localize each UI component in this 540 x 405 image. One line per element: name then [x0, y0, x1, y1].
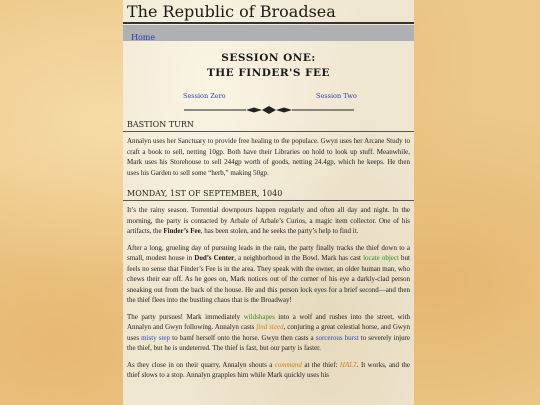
spell-sorcerous-burst: sorcerous burst [315, 333, 359, 342]
ornament-icon [184, 106, 354, 114]
text-span: . It works, and the thief slows to a stop. Annalyn grapples him while Mark quickly uses his [127, 360, 410, 379]
text-span: , has been stolen, and he seeks the party’s help to find it. [200, 227, 359, 235]
site-title: The Republic of Broadsea [123, 0, 414, 24]
day-paragraph-2 [123, 243, 414, 306]
day-heading: MONDAY, 1ST OF SEPTEMBER, 1040 [123, 188, 414, 201]
text-span: It’s the rainy season. Torrential downpours happen regularly and often all day and night. In the morning, the party is contacted by Arbale of Arbale’s Curios, a magic item collector. One of his artifacts, the [127, 206, 410, 235]
bastion-text: Annalyn uses her Sanctuary to provide free healing to the populace. Gwyn uses her Arcane Study to craft a book to sell, netting 10gp. Both have their Libraries on hold to look up stuff. Meanwhile, Mark uses his Storehouse to sell 244gp worth of goods, netting 24.4gp, which he keeps. He then uses his Garden to sell some “herb,” making 50gp. [127, 137, 410, 177]
spell-misty-step: misty step [141, 333, 171, 342]
text-span: , a neighborhood in the Bowl. Mark has cast [234, 254, 364, 262]
navbar [123, 25, 414, 41]
content-column [123, 0, 414, 405]
session-title-line2: THE FINDER'S FEE [206, 67, 331, 79]
session-title [123, 51, 414, 81]
text-span: at the thief: [301, 360, 340, 369]
session-title-line1: SESSION ONE: [221, 52, 316, 64]
bastion-heading: BASTION TURN [123, 119, 414, 132]
nav-home-link[interactable]: Home [131, 33, 156, 42]
text-span: After a long, grueling day of pursuing leads in the rain, the party finally tracks the thief down to a small, modest house in [127, 243, 410, 262]
next-session-link[interactable]: Session Two [316, 92, 357, 100]
day-paragraph-4 [123, 360, 414, 381]
spell-find-steed: find steed [256, 323, 284, 331]
day-paragraph-3 [123, 312, 414, 354]
bastion-section [123, 119, 414, 178]
day-section [123, 188, 414, 381]
text-span: but feels no sense that Finder’s Fee is in the area. They speak with the owner, an older human man, who chews their ear off. As he goes on, Mark notices out of the corner of his eye a darkly-clad person sneaking out from the back of the house. He and this person lock eyes for a brief second—and then the thief flees into the bustling chaos that is the Broadway! [127, 254, 411, 304]
text-span: into a wolf and rushes into the street, with Annalyn and Gwyn following. Annalyn casts [127, 312, 410, 331]
location-name: Dod’s Center [194, 254, 235, 262]
text-span: As they close in on their quarry, Annalyn shouts a [127, 360, 275, 369]
day-paragraph-1 [123, 205, 414, 237]
text-span: The party pursues! Mark immediately [127, 312, 244, 321]
artifact-name: Finder’s Fee [163, 227, 201, 235]
ornamental-divider [123, 106, 414, 114]
spell-command: command [274, 360, 302, 369]
text-span: to severely injure the thief, but he is undeterred. The thief is fast, but our party is faster. [127, 333, 411, 352]
spell-locate-object: locate object [363, 254, 399, 262]
spell-wildshape: wildshapes [243, 312, 275, 321]
previous-session-link[interactable]: Session Zero [183, 92, 226, 100]
command-word: HALT [339, 360, 357, 369]
text-span: , conjuring a great celestial horse, and Gwyn uses [127, 323, 410, 342]
text-span: to bamf herself onto the horse. Gwyn then casts a [170, 333, 316, 342]
session-navigation [123, 92, 414, 106]
